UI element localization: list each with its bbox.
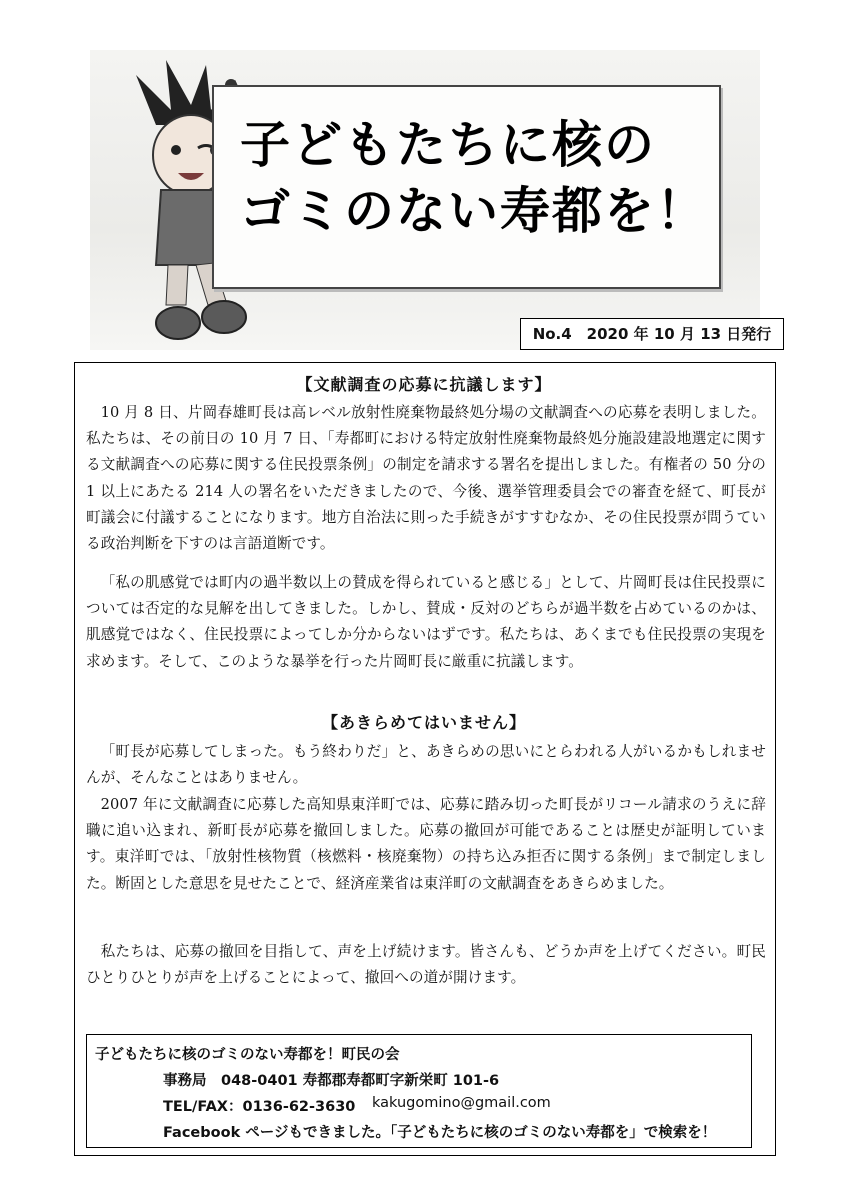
title-line-1: 子どもたちに核の xyxy=(240,116,656,174)
title-line-2: ゴミのない寿都を！ xyxy=(240,182,708,240)
paragraph: 「私の肌感覚では町内の過半数以上の賛成を得られていると感じる」として、片岡町長は住民投票については否定的な見解を出してきました。しかし、賛成・反対のどちらが過半数を占めているのかは、肌感覚ではなく、住民投票によってしか分からないはずです。私たちは、あくまでも住民投票の実現を求めます。そして、このような暴挙を行った片岡町長に厳重に抗議します。 xyxy=(86,574,766,670)
facebook-notice: Facebook ページもできました。「子どもたちに核のゴミのない寿都を」で検索を！ xyxy=(163,1125,717,1141)
section-heading-protest: 【文献調査の応募に抗議します】 xyxy=(296,375,552,394)
paragraph: 2007 年に文献調査に応募した高知県東洋町では、応募に踏み切った町長がリコール請求のうえに辞職に追い込まれ、新町長が応募を撤回しました。応募の撤回が可能であることは歴史が証明しています。東洋町では、「放射性核物質（核燃料・核廃棄物）の持ち込み拒否に関する条例」まで制定しました。断固とした意思を見せたことで、経済産業省は東洋町の文献調査をあきらめました。 xyxy=(86,796,766,892)
paragraph: 私たちは、応募の撤回を目指して、声を上げ続けます。皆さんも、どうか声を上げてください。町民ひとりひとりが声を上げることによって、撤回への道が開けます。 xyxy=(86,943,766,987)
email-address[interactable]: kakugomino@gmail.com xyxy=(372,1095,551,1111)
paragraph: 10 月 8 日、片岡春雄町長は高レベル放射性廃棄物最終処分場の文献調査への応募を表明しました。私たちは、その前日の 10 月 7 日、「寿都町における特定放射性廃棄物最終処分施設建設地選定に関する文献調査への応募に関する住民投票条例」の制定を請求する署名を提出しました。有権者の 50 分の 1 以上にあたる 214 人の署名をいただきましたので、今後、選挙管理委員会での審査を経て、町長が町議会に付議することになります。地方自治法に則った手続きがすすむなか、その住民投票が問うている政治判断を下すのは言語道断です。 xyxy=(86,404,766,553)
tel-fax: TEL/FAX：0136-62-3630 xyxy=(163,1099,356,1115)
section-heading-not-giving-up: 【あきらめてはいません】 xyxy=(321,713,526,732)
contact-footer xyxy=(86,1034,752,1148)
issue-info: No.4 2020 年 10 月 13 日発行 xyxy=(520,318,784,350)
paragraph: 「町長が応募してしまった。もう終わりだ」と、あきらめの思いにとらわれる人がいるかもしれませんが、そんなことはありません。 xyxy=(86,743,766,787)
organization-name: 子どもたちに核のゴミのない寿都を！町民の会 xyxy=(95,1047,400,1063)
newsletter-title xyxy=(240,112,710,244)
office-address: 事務局 048-0401 寿都郡寿都町字新栄町 101-6 xyxy=(163,1073,500,1089)
